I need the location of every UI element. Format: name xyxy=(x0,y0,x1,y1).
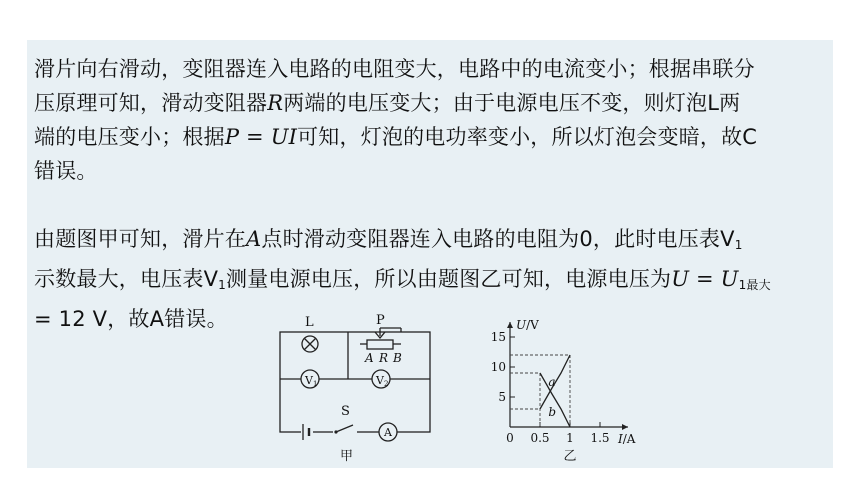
x-axis-label: I/A xyxy=(618,432,636,446)
x-axis-arrow xyxy=(622,424,628,430)
p2-line-2-sub: 1 xyxy=(218,278,227,292)
y-tick-label: 10 xyxy=(490,360,506,374)
y-axis-label: U/V xyxy=(516,318,539,332)
paragraph-1 xyxy=(34,52,834,188)
ammeter-label: A xyxy=(384,426,392,439)
rheostat-R-label: R xyxy=(379,351,389,365)
p2-line-1-a: 由题图甲可知，滑片在 xyxy=(34,227,246,251)
switch-label: S xyxy=(341,404,350,419)
var-U: U xyxy=(671,267,690,291)
figure xyxy=(275,314,655,474)
lamp-symbol xyxy=(302,336,318,352)
slider-label: P xyxy=(376,314,385,328)
voltmeter-1-label: V1 xyxy=(305,374,318,388)
p2-line-1-b: 点时滑动变阻器连入电路的电阻为0，此时电压表V xyxy=(261,227,735,251)
p1-line-2-a: 压原理可知，滑动变阻器 xyxy=(34,91,268,115)
terminal-B-label: B xyxy=(393,351,402,365)
p2-line-1-sub: 1 xyxy=(734,238,743,252)
p2-line-2-b: 测量电源电压，所以由题图乙可知，电源电压为 xyxy=(226,267,672,291)
equals-sign: = xyxy=(689,267,721,291)
var-U1: U xyxy=(720,267,739,291)
var-A: A xyxy=(246,227,262,251)
power-formula: P = UI xyxy=(224,125,298,149)
figure-svg xyxy=(275,314,655,474)
p2-line-1 xyxy=(34,222,834,262)
p2-line-2-sub2: 1最大 xyxy=(738,278,771,292)
curve-a-label: a xyxy=(548,375,556,390)
p1-line-3-b: 可知，灯泡的电功率变小，所以灯泡会变暗，故C xyxy=(297,125,758,149)
p1-line-2-b: 两端的电压变大；由于电源电压不变，则灯泡L两 xyxy=(283,91,741,115)
x-tick-label: 1.5 xyxy=(590,431,610,445)
y-tick-label: 15 xyxy=(490,330,506,344)
x-tick-label: 0.5 xyxy=(530,431,550,445)
p1-line-3-a: 端的电压变小；根据 xyxy=(34,125,225,149)
p2-line-2 xyxy=(34,262,834,302)
x-tick-label: 0 xyxy=(506,431,514,445)
p2-line-2-a: 示数最大，电压表V xyxy=(34,267,219,291)
lamp-label: L xyxy=(305,315,314,330)
p2-line-3: = 12 V，故A错误。 xyxy=(34,307,228,331)
rheostat-symbol xyxy=(367,340,393,349)
y-axis-arrow xyxy=(507,322,513,328)
y-tick-label: 5 xyxy=(498,390,506,404)
p1-line-4: 错误。 xyxy=(34,159,98,183)
p1-line-3 xyxy=(34,120,834,154)
curve-b-label: b xyxy=(548,405,557,420)
x-tick-label: 1 xyxy=(566,431,574,445)
p1-line-1: 滑片向右滑动，变阻器连入电路的电阻变大，电路中的电流变小；根据串联分 xyxy=(34,57,755,81)
p1-line-2 xyxy=(34,86,834,120)
circuit-caption: 甲 xyxy=(340,449,354,464)
voltmeter-2-label: V2 xyxy=(376,374,389,388)
ui-graph xyxy=(491,318,636,464)
graph-caption: 乙 xyxy=(563,449,577,464)
terminal-A-label: A xyxy=(365,351,374,365)
var-R: R xyxy=(267,91,284,115)
guide-line-9 xyxy=(510,373,540,427)
